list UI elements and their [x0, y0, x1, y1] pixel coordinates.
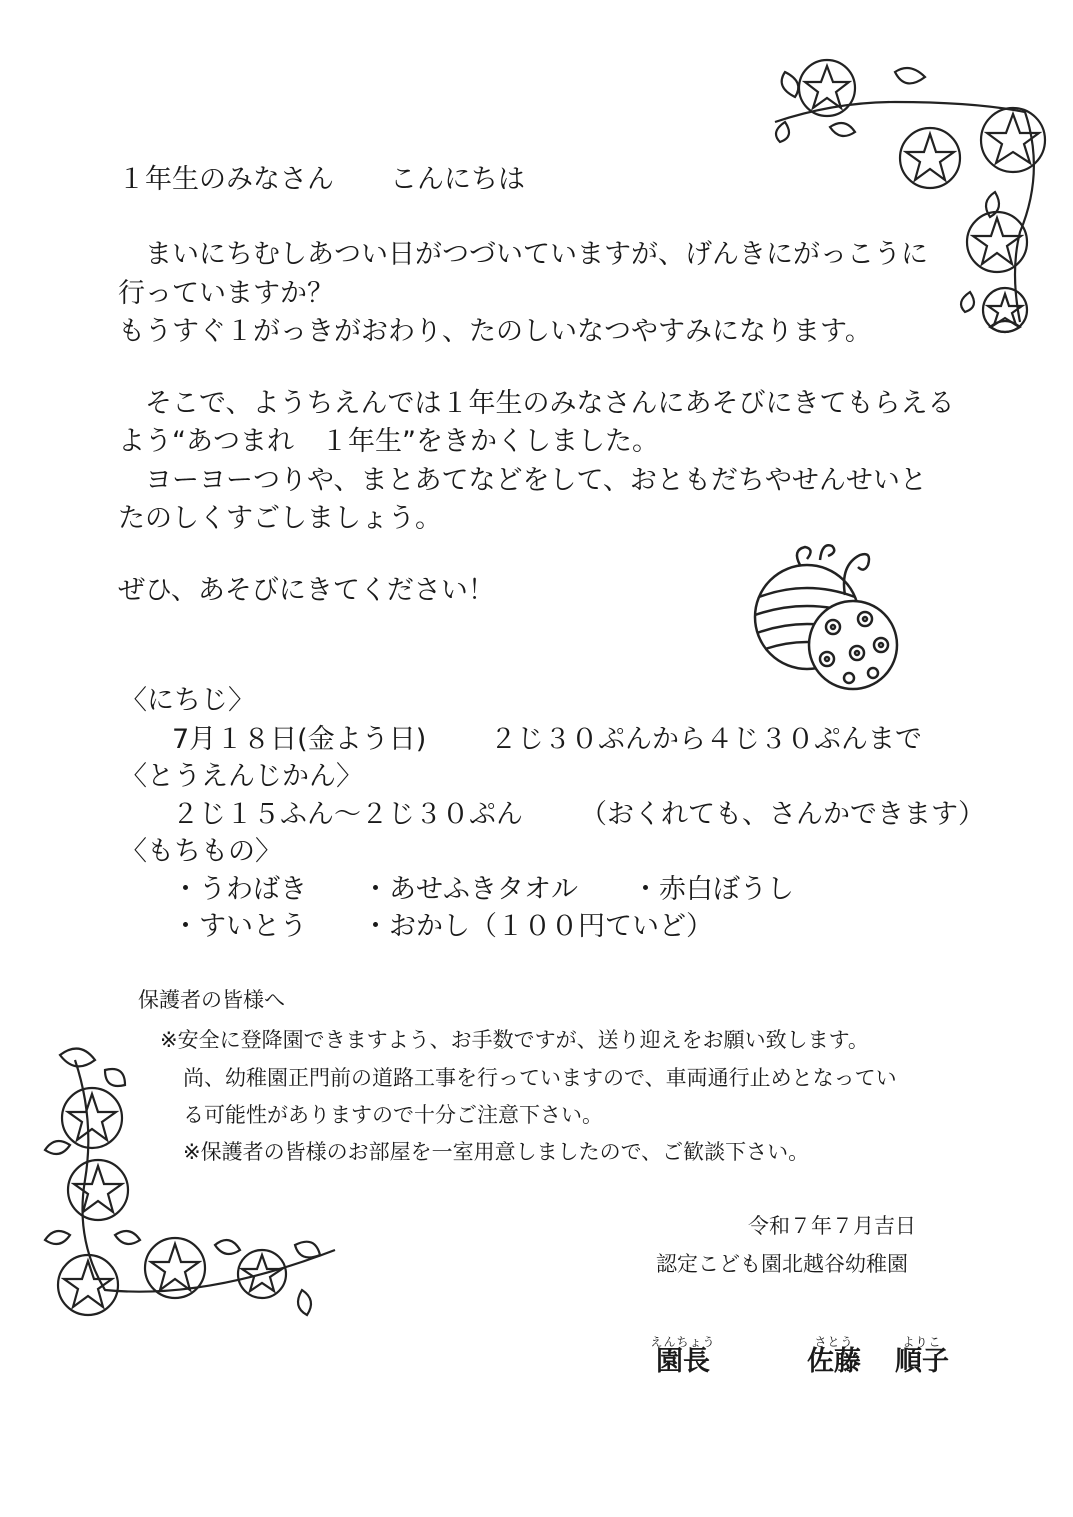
- paragraph1-line1: まいにちむしあつい日がつづいていますが、げんきにがっこうに: [145, 239, 928, 270]
- greeting-to: １年生のみなさん: [118, 164, 334, 195]
- date-heading: 〈にちじ〉: [120, 685, 255, 716]
- paragraph1-line3: もうすぐ１がっきがおわり、たのしいなつやすみになります。: [118, 316, 872, 347]
- principal-title-text: 園長: [656, 1346, 710, 1377]
- parents-line2: 尚、幼稚園正門前の道路工事を行っていますので、車両通行止めとなってい: [183, 1066, 897, 1090]
- principal-surname-ruby: さとう: [814, 1335, 854, 1349]
- morning-glory-border-bottom-left: [40, 1040, 340, 1325]
- item-towel: ・あせふきタオル: [362, 874, 578, 905]
- item-hat: ・赤白ぼうし: [632, 874, 794, 905]
- greeting-hello: こんにちは: [390, 164, 525, 195]
- arrival-note: （おくれても、さんかできます）: [580, 799, 985, 830]
- date-value: 7月１８日(金よう日): [172, 724, 427, 755]
- principal-title: [648, 1336, 718, 1375]
- principal-given-text: 順子: [895, 1346, 949, 1377]
- principal-given-ruby: よりこ: [902, 1335, 942, 1349]
- principal-surname: [802, 1336, 866, 1375]
- item-suitou: ・すいとう: [172, 911, 307, 942]
- arrival-value: ２じ１５ふん～２じ３０ぷん: [172, 799, 523, 830]
- principal-title-ruby: えんちょう: [650, 1335, 716, 1349]
- parents-line1: ※安全に登降園できますよう、お手数ですが、送り迎えをお願い致します。: [160, 1028, 869, 1052]
- items-heading: 〈もちもの〉: [120, 836, 282, 867]
- item-snack: ・おかし（１００円ていど）: [362, 911, 713, 942]
- paragraph1-line2: 行っていますか？: [118, 278, 334, 309]
- paragraph2-line4: たのしくすごしましょう。: [118, 503, 442, 534]
- paragraph2-line3: ヨーヨーつりや、まとあてなどをして、おともだちやせんせいと: [145, 465, 927, 496]
- paragraph2-line1: そこで、ようちえんでは１年生のみなさんにあそびにきてもらえる: [145, 388, 955, 419]
- parents-line3: る可能性がありますので十分ご注意下さい。: [183, 1103, 603, 1127]
- principal-surname-text: 佐藤: [807, 1346, 861, 1377]
- arrival-heading: 〈とうえんじかん〉: [120, 761, 363, 792]
- invite-text: ぜひ、あそびにきてください！: [118, 575, 495, 606]
- item-uwabaki: ・うわばき: [172, 874, 307, 905]
- school-name: 認定こども園北越谷幼稚園: [656, 1252, 908, 1276]
- parents-heading: 保護者の皆様へ: [138, 988, 285, 1012]
- parents-line4: ※保護者の皆様のお部屋を一室用意しましたので、ご歓談下さい。: [183, 1140, 810, 1164]
- morning-glory-border-top-right: [765, 52, 1055, 337]
- yoyo-balloon-illustration: [745, 535, 915, 695]
- issue-date: 令和７年７月吉日: [748, 1214, 916, 1238]
- time-value: ２じ３０ぷんから４じ３０ぷんまで: [490, 724, 922, 755]
- principal-given: [890, 1336, 954, 1375]
- paragraph2-line2: よう“あつまれ １年生”をきかくしました。: [118, 426, 659, 457]
